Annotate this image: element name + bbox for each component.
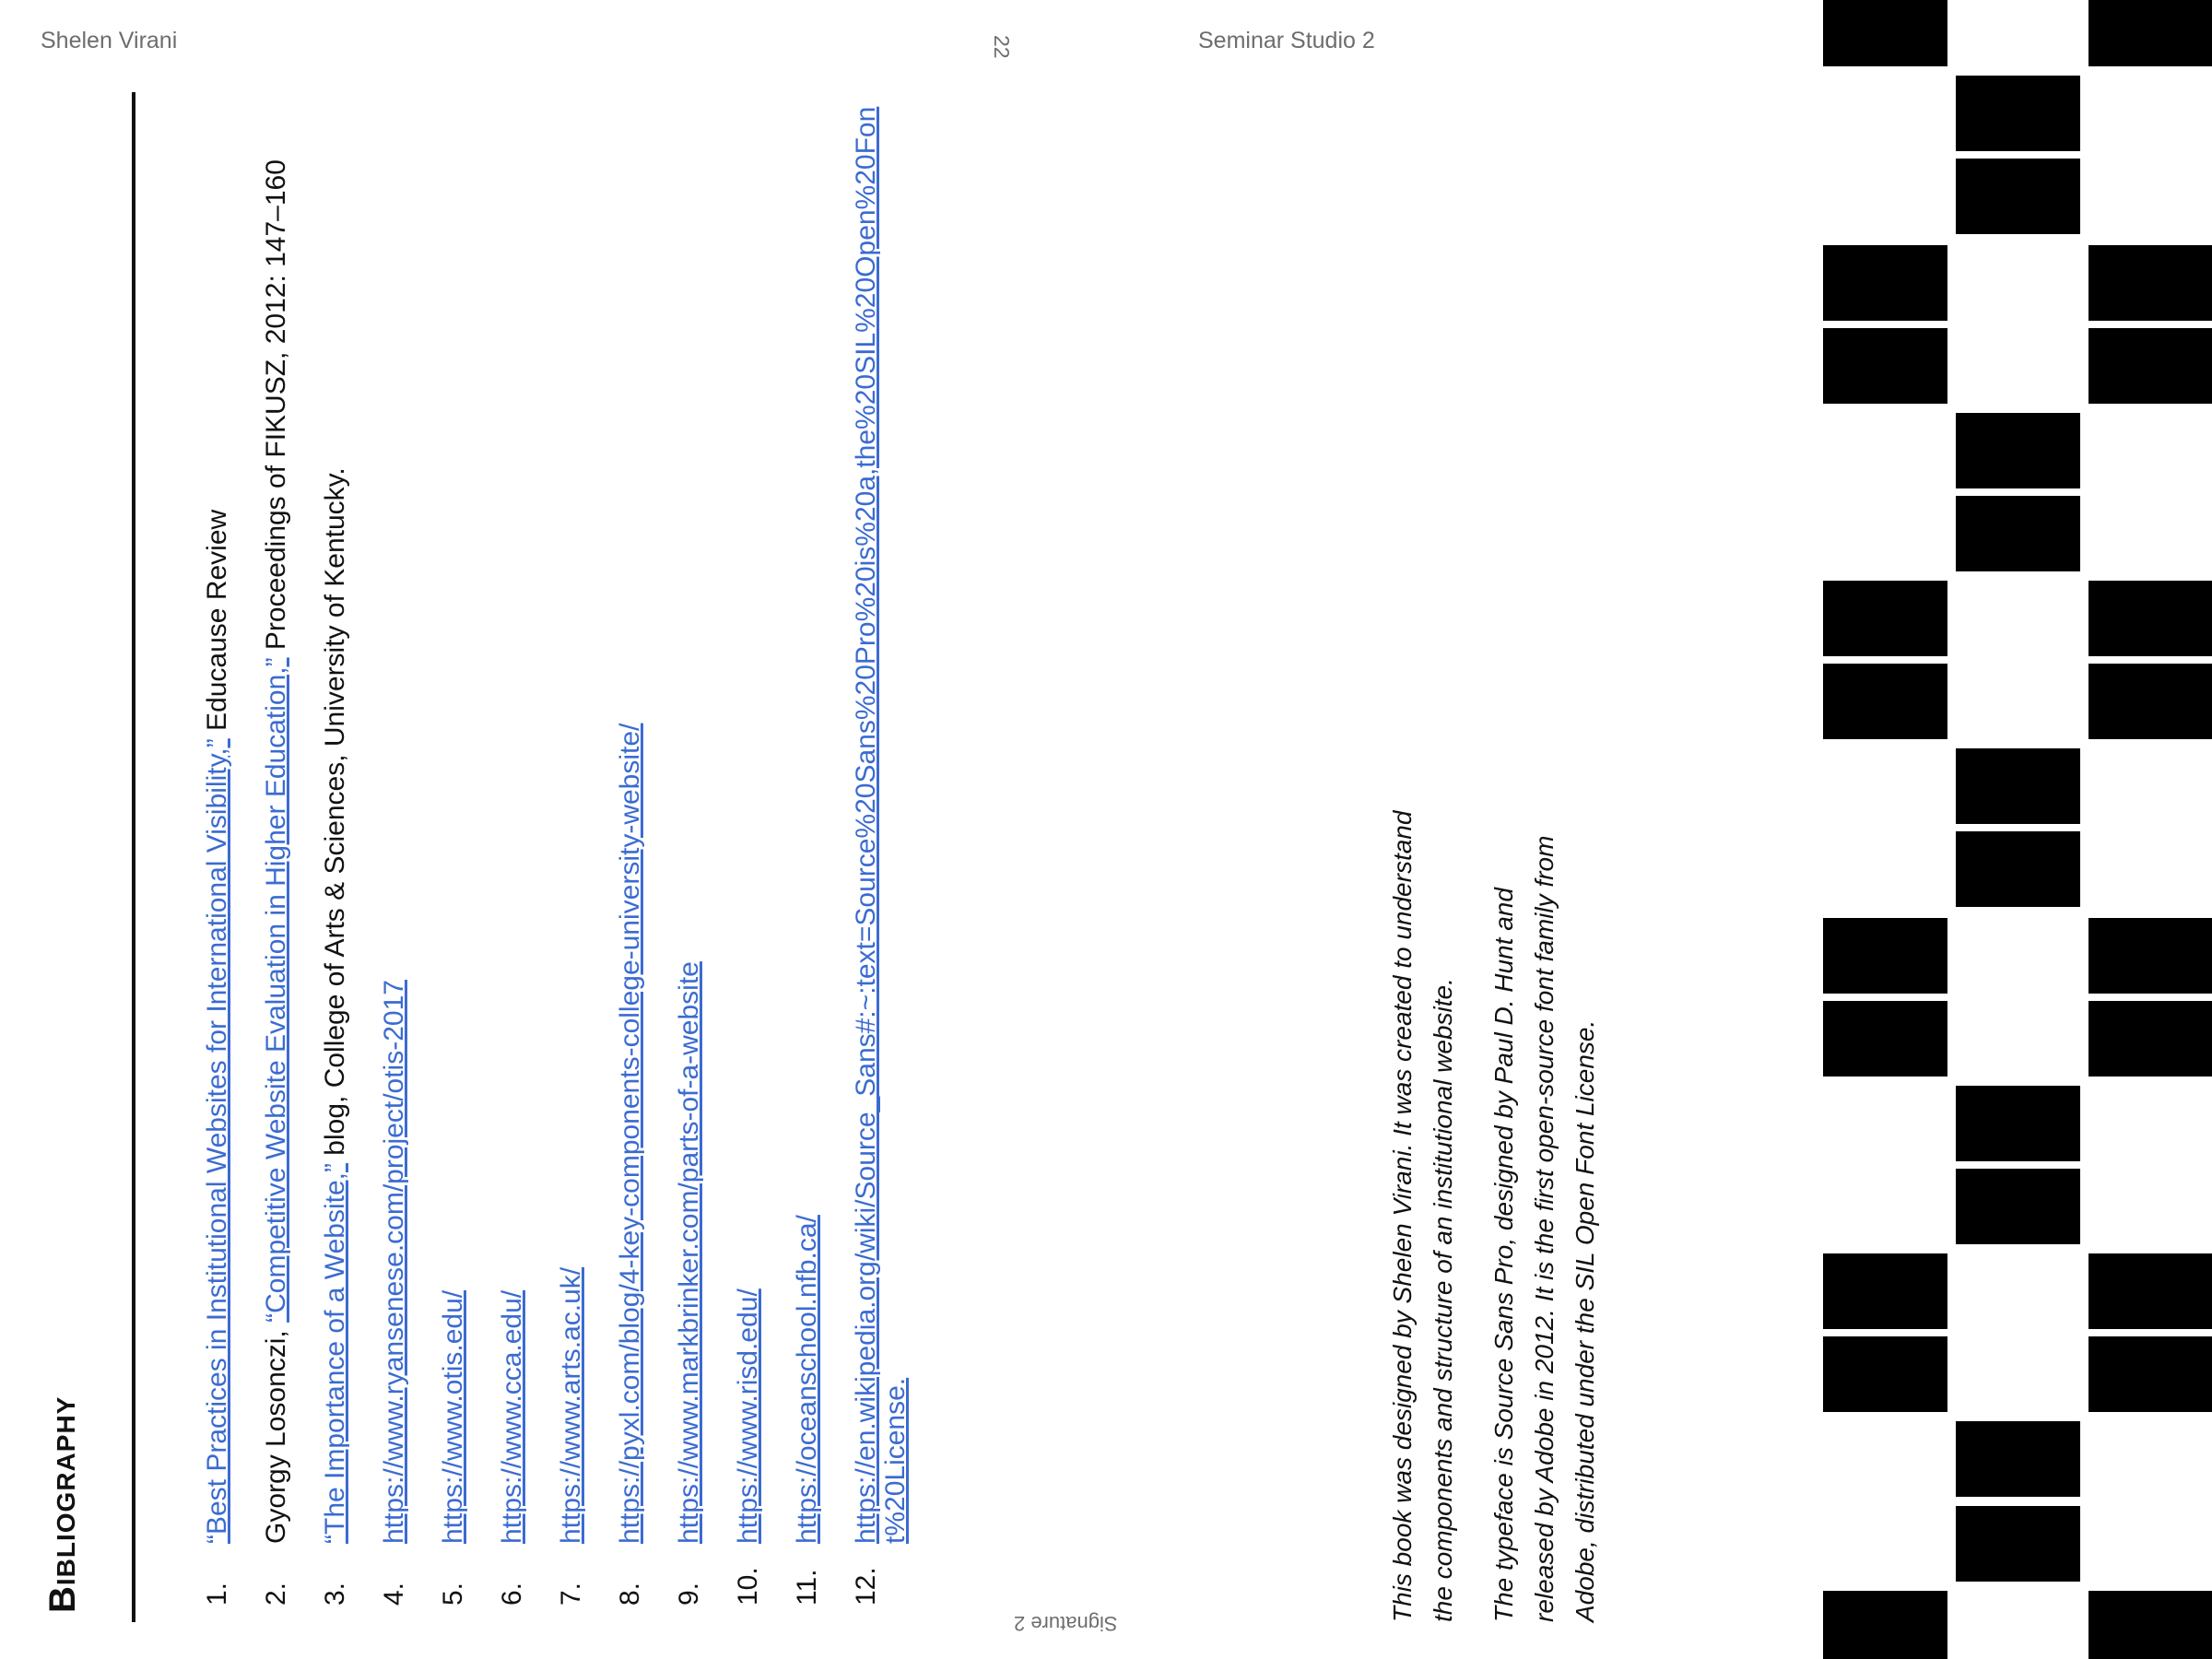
pattern-block <box>1823 581 1947 656</box>
bib-item <box>321 92 380 1622</box>
pattern-block <box>1956 1421 2080 1497</box>
bib-item-number: 1. <box>202 1582 232 1606</box>
bib-item-number: 12. <box>851 1567 881 1606</box>
bib-item-link[interactable]: https://www.ryansenese.com/project/otis-2017 <box>379 980 409 1544</box>
pattern-block <box>1956 496 2080 571</box>
bib-item <box>675 92 734 1622</box>
bib-item-link[interactable]: https://en.wikipedia.org/wiki/Source_Sans#:~:text=Source%20Sans%20Pro%20is%20a,the%20SIL%20Open%20Font%20License. <box>851 106 911 1544</box>
bib-item-link[interactable]: “The Importance of a Website,” <box>320 1163 350 1544</box>
bib-item <box>498 92 557 1622</box>
bib-item <box>439 92 498 1622</box>
pattern-block <box>1823 1001 1947 1077</box>
bib-item-number: 6. <box>497 1582 527 1606</box>
pattern-block <box>2088 328 2212 404</box>
pattern-block <box>1956 159 2080 234</box>
pattern-block <box>2088 1591 2212 1659</box>
bib-item <box>203 92 262 1622</box>
pattern-block <box>2088 245 2212 321</box>
bib-item-link[interactable]: “Best Practices in Institutional Websites for International Visibility,” <box>202 738 232 1544</box>
pattern-block <box>1956 831 2080 907</box>
bib-item-link[interactable]: https://pyxl.com/blog/4-key-components-college-university-website/ <box>615 723 645 1544</box>
pattern-block <box>1956 1086 2080 1161</box>
pattern-block <box>1956 1506 2080 1582</box>
bib-item-suffix: blog, College of Arts & Sciences, University of Kentucky. <box>320 467 350 1164</box>
rotated-content <box>37 74 1599 1622</box>
colophon-paragraph: The typeface is Source Sans Pro, designed by Paul D. Hunt and released by Adobe in 2012. It is the first open-source font family from Adobe, distributed under the SIL Open Font License. <box>1489 835 1599 1622</box>
bib-item <box>852 92 935 1622</box>
bib-item <box>793 92 852 1622</box>
pattern-block <box>1823 1336 1947 1412</box>
pattern-block <box>1823 1253 1947 1329</box>
pattern-block <box>1956 413 2080 488</box>
bib-item-link[interactable]: https://www.otis.edu/ <box>438 1289 468 1544</box>
bib-item-number: 9. <box>674 1582 704 1606</box>
bib-item-number: 11. <box>792 1569 822 1606</box>
bibliography-title: Bibliography <box>42 1395 83 1613</box>
pattern-block <box>1956 1169 2080 1244</box>
pattern-block <box>2088 1336 2212 1412</box>
page-number: 22 <box>990 35 1014 59</box>
bib-item-number: 5. <box>438 1582 468 1606</box>
bib-item-link[interactable]: https://www.markbrinker.com/parts-of-a-website <box>674 961 704 1544</box>
bib-item-link[interactable]: https://www.arts.ac.uk/ <box>556 1266 586 1544</box>
pattern-block <box>2088 0 2212 66</box>
pattern-block <box>2088 918 2212 994</box>
bib-item-link[interactable]: “Competitive Website Evaluation in Higher Education,” <box>261 657 291 1323</box>
pattern-block <box>1823 1591 1947 1659</box>
bib-item <box>262 92 321 1622</box>
pattern-block <box>1823 245 1947 321</box>
title-rule <box>132 92 135 1622</box>
pattern-block <box>1956 76 2080 151</box>
pattern-block <box>1823 0 1947 66</box>
pattern-block <box>1823 328 1947 404</box>
bib-item-link[interactable]: https://www.cca.edu/ <box>497 1289 527 1544</box>
pattern-block <box>2088 1253 2212 1329</box>
pattern-block <box>1956 748 2080 824</box>
pattern-block <box>2088 1001 2212 1077</box>
bib-item-number: 3. <box>320 1582 350 1606</box>
signature-label: Signature 2 <box>1014 1612 1118 1635</box>
pattern-block <box>2088 664 2212 739</box>
bib-item-link[interactable]: https://oceanschool.nfb.ca/ <box>792 1215 822 1544</box>
bib-item-number: 7. <box>556 1582 586 1606</box>
bib-item-suffix: Educause Review <box>202 509 232 739</box>
pattern-block <box>2088 581 2212 656</box>
bib-item-number: 8. <box>615 1582 645 1606</box>
bib-item <box>616 92 675 1622</box>
pattern-block <box>1823 918 1947 994</box>
bib-item-number: 4. <box>379 1582 409 1606</box>
bib-item-number: 10. <box>733 1567 763 1606</box>
bib-item <box>734 92 793 1622</box>
colophon-paragraph: This book was designed by Shelen Virani. It was created to understand the components and structure of an institutional website. <box>1388 810 1457 1622</box>
bib-item-number: 2. <box>261 1582 291 1606</box>
bib-item-link[interactable]: https://www.risd.edu/ <box>733 1288 763 1544</box>
bib-item-suffix: Proceedings of FIKUSZ, 2012: 147–160 <box>261 159 291 658</box>
bibliography-list <box>203 92 935 1622</box>
colophon <box>1382 793 1626 1622</box>
header-author: Shelen Virani <box>41 28 178 53</box>
pattern-block <box>1823 664 1947 739</box>
bib-item <box>557 92 616 1622</box>
bib-item <box>380 92 439 1622</box>
header-course: Seminar Studio 2 <box>1198 28 1375 53</box>
bib-item-prefix: Gyorgy Losonczi, <box>261 1322 291 1544</box>
